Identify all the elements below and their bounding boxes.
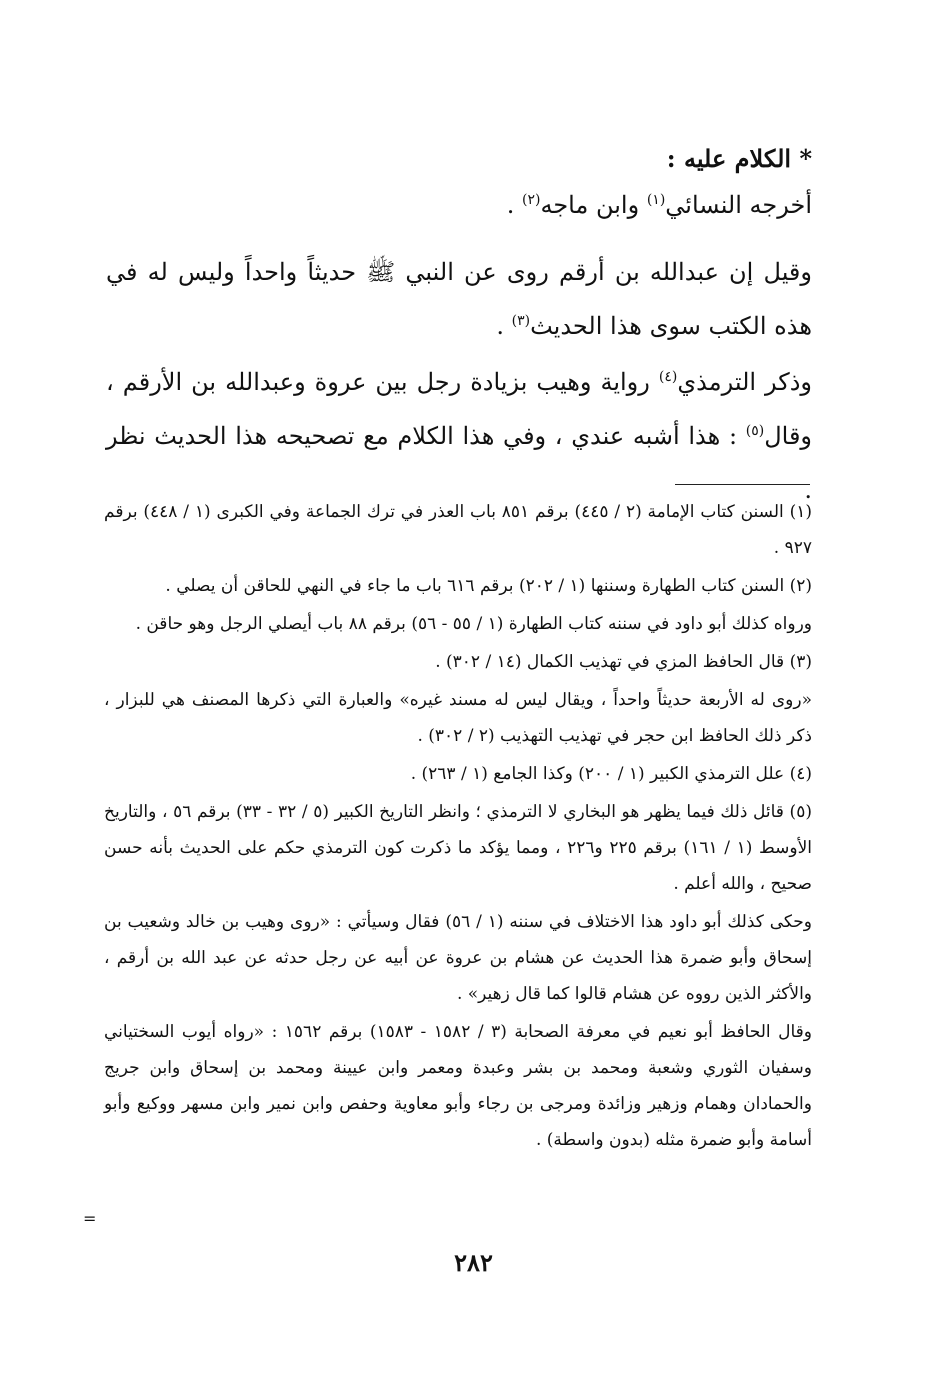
section-heading: * الكلام عليه : bbox=[666, 144, 812, 173]
footnote: (٥) قائل ذلك فيما يظهر هو البخاري لا الترمذي ؛ وانظر التاريخ الكبير (٥ / ٣٢ - ٣٣) برقم ٥٦ ، والتاريخ الأوسط (١ / ١٦١) برقم ٢٢٥ و٢٢٦ ، ومما يؤكد ما ذكرت كون الترمذي حكم على الحديث بأنه حسن صحيح ، والله أعلم . bbox=[104, 802, 813, 894]
main-text: أخرجه النسائي bbox=[665, 191, 812, 219]
footnote: وحكى كذلك أبو داود هذا الاختلاف في سننه (١ / ٥٦) فقال وسيأتي : «روى وهيب بن خالد وشعيب بن إسحاق وأبو ضمرة هذا الحديث عن هشام بن عروة عن أبيه عن رجل حدثه عن عبد الله بن أرقم ، والأكثر الذين رووه عن هشام قالوا كما قال زهير» . bbox=[104, 912, 812, 1004]
footnote: (١) السنن كتاب الإمامة (٢ / ٤٤٥) برقم ٨٥١ باب العذر في ترك الجماعة وفي الكبرى (١ / ٤٤٨) برقم ٩٢٧ . bbox=[104, 502, 812, 558]
footnote-ref[interactable]: (٢) bbox=[522, 192, 541, 208]
footnote: ورواه كذلك أبو داود في سننه كتاب الطهارة (١ / ٥٥ - ٥٦) برقم ٨٨ باب أيصلي الرجل وهو حاقن . bbox=[135, 614, 812, 634]
main-text: رواية وهيب بزيادة رجل بين عروة وعبدالله بن الأرقم ، وقال bbox=[106, 368, 812, 450]
footnote: (٢) السنن كتاب الطهارة وسننها (١ / ٢٠٢) برقم ٦١٦ باب ما جاء في النهي للحاقن أن يصلي . bbox=[165, 576, 812, 596]
footnote: وقال الحافظ أبو نعيم في معرفة الصحابة (٣ / ١٥٨٢ - ١٥٨٣) برقم ١٥٦٢ : «رواه أيوب السختياني وسفيان الثوري وشعبة ومحمد بن بشر وعبدة ومعمر وابن عيينة ومحمد بن إسحاق وابن جريج والحمادان وهمام وزهير وزائدة ومرجى بن رجاء وأبو معاوية وحفص وابن نمير وابن مسهر ووكيع وأبو أسامة وأبو ضمرة مثله (بدون واسطة) . bbox=[104, 1022, 812, 1150]
footnote: (٤) علل الترمذي الكبير (١ / ٢٠٠) وكذا الجامع (١ / ٢٦٣) . bbox=[410, 764, 812, 784]
main-paragraph-3 bbox=[106, 355, 812, 517]
main-text: . bbox=[496, 312, 512, 340]
main-paragraph-1 bbox=[106, 178, 812, 232]
footnotes bbox=[104, 494, 812, 1160]
main-text: : هذا أشبه عندي ، وفي هذا الكلام مع تصحيحه هذا الحديث نظر . bbox=[106, 422, 812, 504]
footnote-separator bbox=[675, 484, 810, 485]
main-paragraph-2 bbox=[106, 245, 812, 353]
footnote-ref[interactable]: (١) bbox=[646, 192, 666, 208]
page-number: ٢٨٢ bbox=[454, 1248, 493, 1277]
footnote-ref[interactable]: (٤) bbox=[658, 369, 678, 385]
margin-mark: = bbox=[83, 1209, 97, 1228]
main-text: . bbox=[506, 191, 522, 219]
footnote-ref[interactable]: (٥) bbox=[745, 423, 765, 439]
main-text: وقيل إن عبدالله بن أرقم روى عن النبي ﷺ حديثاً واحداً وليس له في هذه الكتب سوى هذا الحديث bbox=[106, 258, 812, 340]
main-text: وابن ماجه bbox=[540, 191, 647, 219]
footnote: (٣) قال الحافظ المزي في تهذيب الكمال (١٤ / ٣٠٢) . bbox=[435, 652, 812, 672]
footnote-ref[interactable]: (٣) bbox=[511, 313, 531, 329]
main-text: وذكر الترمذي bbox=[677, 368, 813, 396]
footnote: «روى له الأربعة حديثاً واحداً ، ويقال ليس له مسند غيره» والعبارة التي ذكرها المصنف هي للبزار ، ذكر ذلك الحافظ ابن حجر في تهذيب التهذيب (٢ / ٣٠٢) . bbox=[104, 690, 812, 746]
